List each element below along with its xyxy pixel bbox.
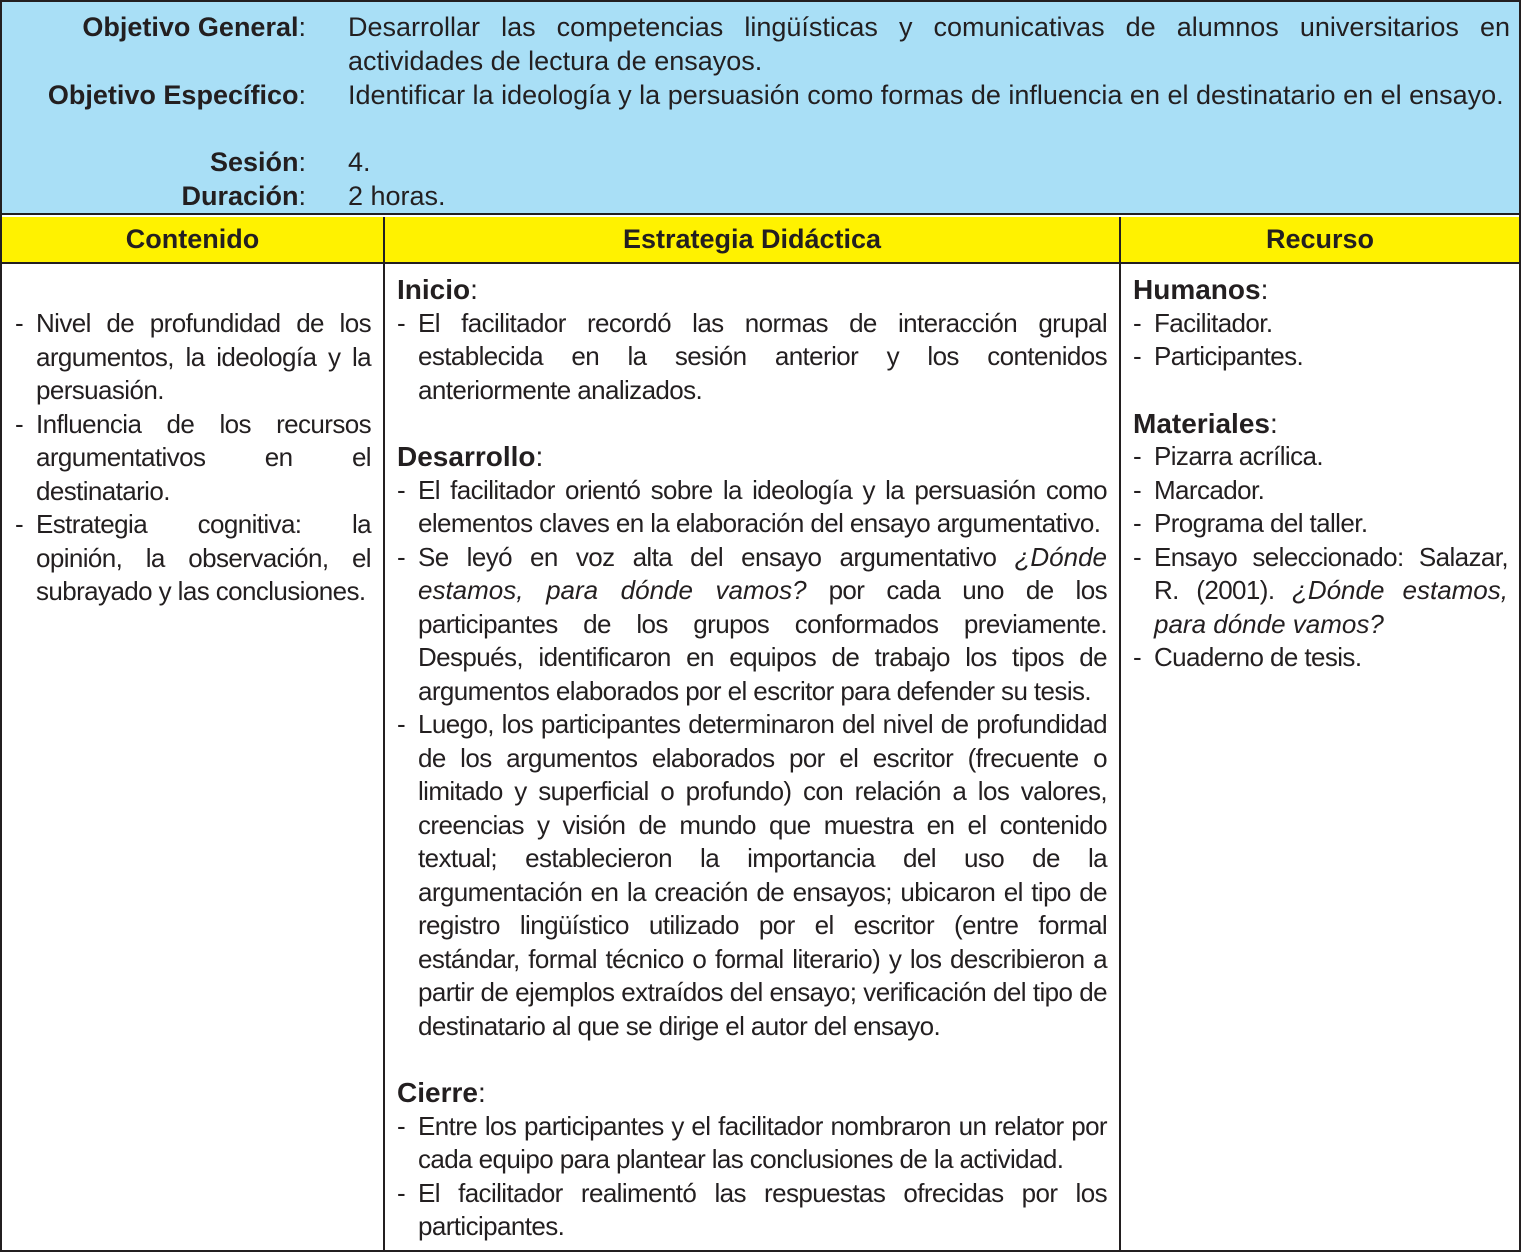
colon: : xyxy=(477,1077,486,1108)
section-title-inicio: Inicio: xyxy=(397,274,478,305)
colon: : xyxy=(298,181,306,211)
essay-title: ¿Dónde estamos, para dónde vamos? xyxy=(1154,575,1508,639)
colon: : xyxy=(1269,407,1278,439)
materiales-list xyxy=(1133,440,1508,675)
column-divider xyxy=(1119,217,1121,1252)
column-header-recurso: Recurso xyxy=(1121,217,1519,264)
objetivo-general-label: Objetivo General xyxy=(82,12,299,42)
contenido-list xyxy=(15,307,371,609)
list-item: - Luego, los participantes determinaron del nivel de profundidad de los argumentos elaborados por el escritor (frecuente o limitado y superficial o profundo) con relación a los valores, creencias y visión de mundo que muestra en el contenido textual; establecieron la importancia del uso de la argumentación en la creación de ensayos; ubicaron el tipo de registro lingüístico utilizado por el escritor (entre formal estándar, formal técnico o formal literario) y los describieron a partir de ejemplos extraídos del ensayo; verificación del tipo de destinatario al que se dirige el autor del ensayo. xyxy=(397,708,1107,1043)
list-item: - Programa del taller. xyxy=(1133,507,1508,541)
humanos-list xyxy=(1133,307,1508,374)
list-item: - Se leyó en voz alta del ensayo argumentativo ¿Dónde estamos, para dónde vamos? por cada uno de los participantes de los grupos conformados previamente. Después, identificaron en equipos de trabajo los tipos de argumentos elaborados por el escritor para defender su tesis. xyxy=(397,541,1107,709)
colon: : xyxy=(1260,274,1269,305)
list-item: - Pizarra acrílica. xyxy=(1133,440,1508,474)
duracion-label: Duración xyxy=(181,181,299,211)
sesion-row xyxy=(2,145,1519,179)
list-item: - Entre los participantes y el facilitador nombraron un relator por cada equipo para plantear las conclusiones de la actividad. xyxy=(397,1110,1107,1177)
duracion-row xyxy=(2,179,1519,213)
inicio-list xyxy=(397,307,1107,408)
session-header xyxy=(2,2,1519,215)
list-item: - Cuaderno de tesis. xyxy=(1133,641,1508,675)
colon: : xyxy=(298,80,306,110)
colon: : xyxy=(298,147,306,177)
cierre-list xyxy=(397,1110,1107,1244)
sesion-value: 4. xyxy=(348,147,371,177)
colon: : xyxy=(470,274,478,305)
sesion-label: Sesión xyxy=(209,147,299,177)
objetivo-especifico-value: Identificar la ideología y la persuasión como formas de influencia en el destinatario en el ensayo. xyxy=(348,80,1504,110)
essay-title: ¿Dónde estamos, para dónde vamos? xyxy=(418,541,1107,605)
list-item: - Nivel de profundidad de los argumentos, la ideología y la persuasión. xyxy=(15,307,371,408)
contenido-column xyxy=(15,307,371,609)
list-item: - El facilitador recordó las normas de interacción grupal establecida en la sesión anterior y los contenidos anteriormente analizados. xyxy=(397,307,1107,408)
list-item: - Participantes. xyxy=(1133,340,1508,374)
column-header-estrategia: Estrategia Didáctica xyxy=(385,217,1119,264)
list-item: - Estrategia cognitiva: la opinión, la observación, el subrayado y las conclusiones. xyxy=(15,508,371,609)
section-title-humanos: Humanos: xyxy=(1133,274,1269,305)
section-title-materiales: Materiales: xyxy=(1133,407,1278,439)
desarrollo-list xyxy=(397,474,1107,1044)
objetivo-general-value: Desarrollar las competencias lingüísticas y comunicativas de alumnos universitarios en actividades de lectura de ensayos. xyxy=(348,12,1510,76)
column-header-contenido: Contenido xyxy=(2,217,383,264)
section-title-desarrollo: Desarrollo: xyxy=(397,441,544,472)
list-item: - Marcador. xyxy=(1133,474,1508,508)
column-divider xyxy=(383,217,385,1252)
recurso-column xyxy=(1133,273,1508,675)
list-item: - Influencia de los recursos argumentativos en el destinatario. xyxy=(15,408,371,509)
objetivo-general-row xyxy=(2,10,1519,76)
list-item: - El facilitador orientó sobre la ideología y la persuasión como elementos claves en la elaboración del ensayo argumentativo. xyxy=(397,474,1107,541)
duracion-value: 2 horas. xyxy=(348,181,446,211)
colon: : xyxy=(298,12,306,42)
estrategia-column xyxy=(397,273,1107,1244)
colon: : xyxy=(535,441,544,472)
objetivo-especifico-row xyxy=(2,78,1519,112)
section-title-cierre: Cierre: xyxy=(397,1077,486,1108)
list-item: - El facilitador realimentó las respuestas ofrecidas por los participantes. xyxy=(397,1177,1107,1244)
list-item: - Facilitador. xyxy=(1133,307,1508,341)
list-item: - Ensayo seleccionado: Salazar, R. (2001). ¿Dónde estamos, para dónde vamos? xyxy=(1133,541,1508,642)
objetivo-especifico-label: Objetivo Específico xyxy=(47,80,299,110)
